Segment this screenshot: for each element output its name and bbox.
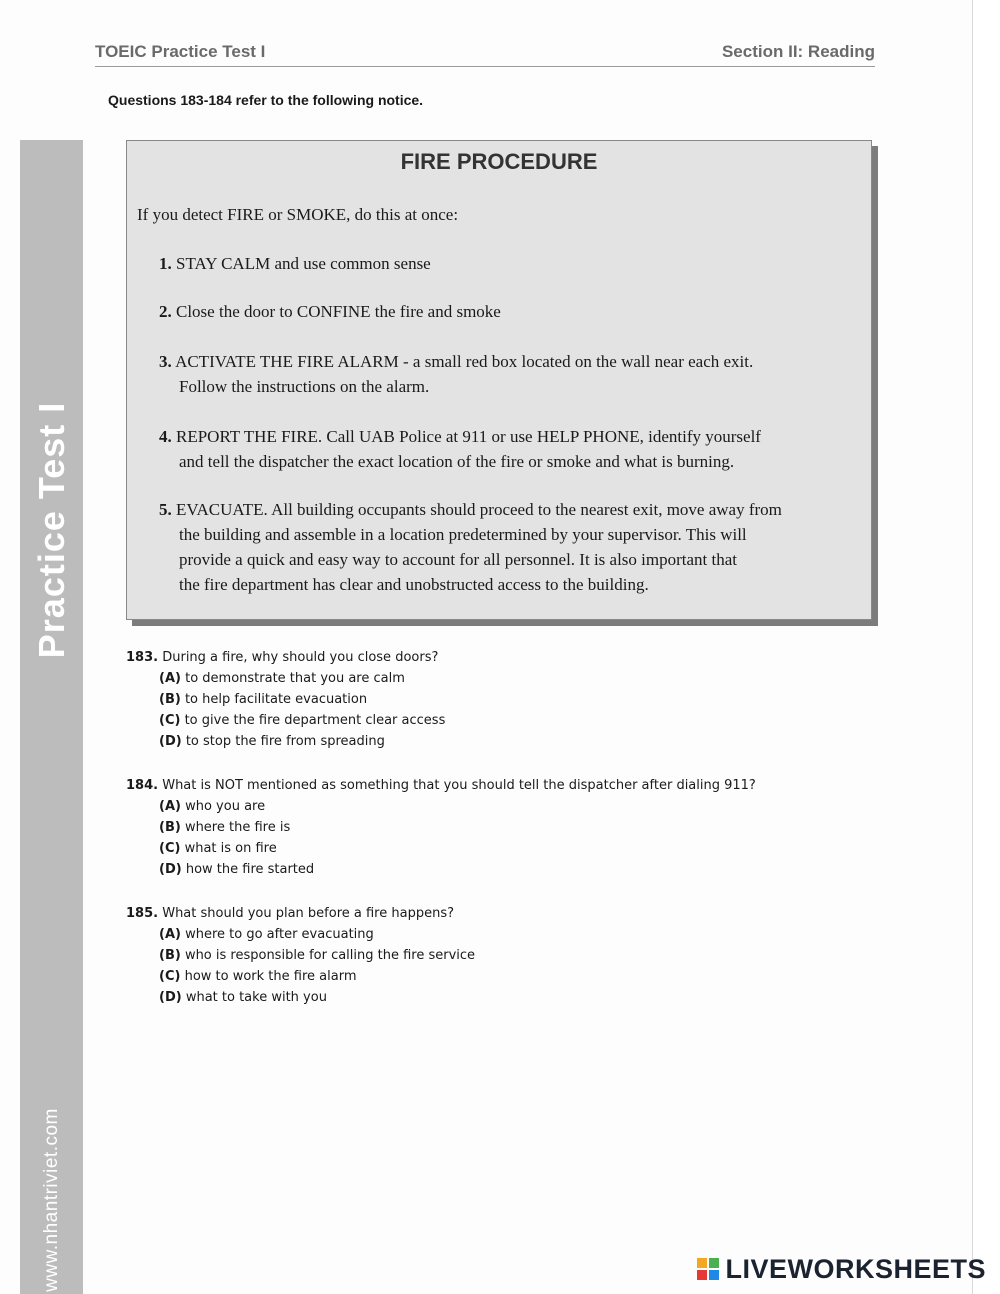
notice-step	[159, 497, 849, 597]
step-text: and tell the dispatcher the exact location of the fire or smoke and what is burning.	[179, 452, 735, 471]
answer-option[interactable]: (D) what to take with you	[159, 990, 327, 1005]
question-183	[126, 650, 445, 755]
step-text: EVACUATE. All building occupants should proceed to the nearest exit, move away from	[176, 500, 782, 519]
question-stem: What is NOT mentioned as something that you should tell the dispatcher after dialing 911?	[162, 778, 756, 793]
step-text: STAY CALM and use common sense	[176, 254, 431, 273]
question-stem: What should you plan before a fire happens?	[162, 906, 454, 921]
step-text: Close the door to CONFINE the fire and smoke	[176, 302, 501, 321]
step-text: the fire department has clear and unobstructed access to the building.	[179, 575, 649, 594]
step-number: 3.	[159, 352, 172, 371]
notice-step	[159, 349, 849, 399]
step-text: provide a quick and easy way to account for all personnel. It is also important that	[179, 550, 738, 569]
question-number: 185.	[126, 906, 159, 921]
question-number: 183.	[126, 650, 159, 665]
step-text: REPORT THE FIRE. Call UAB Police at 911 or use HELP PHONE, identify yourself	[176, 427, 761, 446]
running-header	[95, 40, 875, 67]
answer-option[interactable]: (B) who is responsible for calling the fire service	[159, 948, 476, 963]
side-tab-title: Practice Test I	[30, 401, 72, 659]
step-number: 1.	[159, 254, 172, 273]
logo-square	[709, 1258, 719, 1268]
notice-title: FIRE PROCEDURE	[400, 149, 598, 174]
answer-option[interactable]: (B) to help facilitate evacuation	[159, 692, 368, 707]
logo-square	[709, 1270, 719, 1280]
answer-option[interactable]: (B) where the fire is	[159, 820, 291, 835]
answer-option[interactable]: (A) where to go after evacuating	[159, 927, 374, 942]
answer-option[interactable]: (D) how the fire started	[159, 862, 315, 877]
side-strip	[20, 140, 83, 1294]
step-text: ACTIVATE THE FIRE ALARM - a small red box located on the wall near each exit.	[175, 352, 754, 371]
answer-option[interactable]: (A) to demonstrate that you are calm	[159, 671, 405, 686]
liveworksheets-logo-icon	[697, 1258, 719, 1280]
notice-step	[159, 299, 849, 324]
fire-procedure-notice	[126, 140, 872, 620]
question-185	[126, 906, 475, 1011]
answer-option[interactable]: (A) who you are	[159, 799, 266, 814]
questions-intro: Questions 183-184 refer to the following notice.	[108, 92, 424, 108]
notice-lead: If you detect FIRE or SMOKE, do this at once:	[137, 205, 459, 224]
answer-option[interactable]: (C) what is on fire	[159, 841, 277, 856]
header-test-title: TOEIC Practice Test I	[95, 42, 266, 61]
header-section-title: Section II: Reading	[721, 42, 875, 61]
brand-name: LIVEWORKSHEETS	[725, 1253, 986, 1284]
step-number: 2.	[159, 302, 172, 321]
question-number: 184.	[126, 778, 159, 793]
question-184	[126, 778, 756, 883]
liveworksheets-brand[interactable]	[697, 1254, 986, 1284]
question-stem: During a fire, why should you close doors?	[162, 650, 439, 665]
logo-square	[697, 1270, 707, 1280]
step-text: the building and assemble in a location predetermined by your supervisor. This will	[179, 525, 747, 544]
logo-square	[697, 1258, 707, 1268]
step-number: 4.	[159, 427, 172, 446]
answer-option[interactable]: (C) how to work the fire alarm	[159, 969, 357, 984]
notice-step	[159, 424, 849, 474]
answer-option[interactable]: (D) to stop the fire from spreading	[159, 734, 385, 749]
step-number: 5.	[159, 500, 172, 519]
answer-option[interactable]: (C) to give the fire department clear access	[159, 713, 446, 728]
step-text: Follow the instructions on the alarm.	[179, 377, 430, 396]
notice-step	[159, 251, 849, 276]
side-site-url: www.nhantriviet.com	[40, 1108, 62, 1292]
